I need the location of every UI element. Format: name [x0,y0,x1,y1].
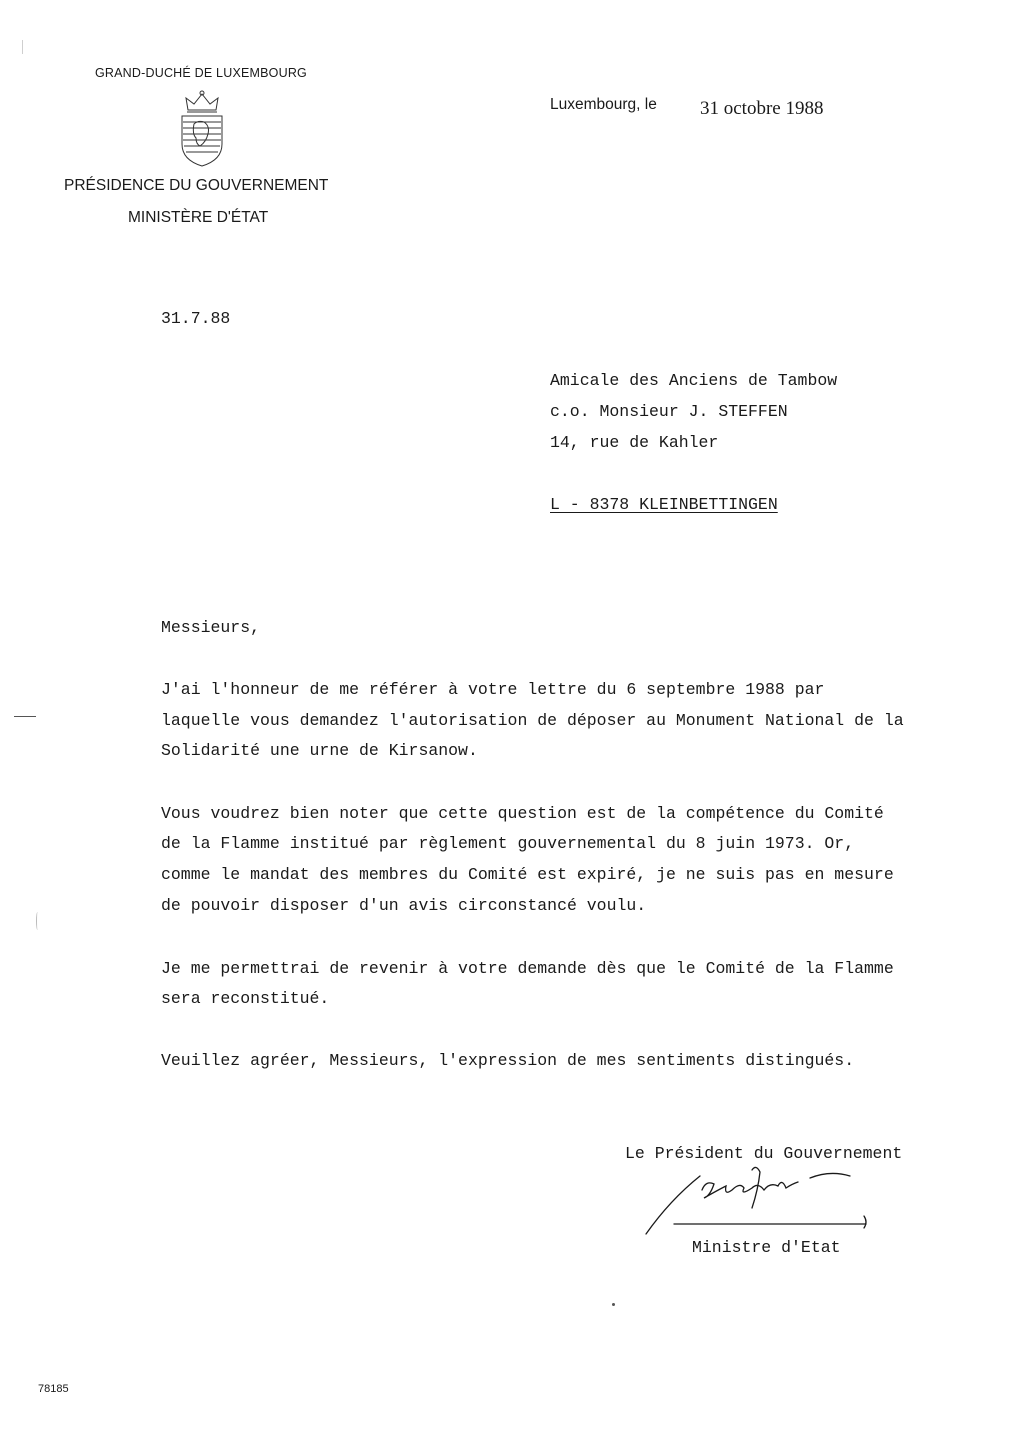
body-line: sera reconstitué. [161,989,330,1008]
body-line: Vous voudrez bien noter que cette question est de la compétence du Comité [161,804,884,823]
recipient-line: 14, rue de Kahler [550,433,719,452]
archive-number: 78185 [38,1383,69,1395]
body-line: Je me permettrai de revenir à votre demande dès que le Comité de la Flamme [161,959,894,978]
recipient-line: c.o. Monsieur J. STEFFEN [550,402,788,421]
recipient-line: Amicale des Anciens de Tambow [550,371,838,390]
presidency-heading: PRÉSIDENCE DU GOUVERNEMENT [64,177,329,194]
body-line: Solidarité une urne de Kirsanow. [161,741,478,760]
salutation: Messieurs, [161,618,261,637]
margin-mark [22,40,23,54]
recipient-postal-line: L - 8378 KLEINBETTINGEN [550,495,778,514]
letterhead-country: GRAND-DUCHÉ DE LUXEMBOURG [95,66,307,80]
body-line: laquelle vous demandez l'autorisation de déposer au Monument National de la [161,711,904,730]
ministry-heading: MINISTÈRE D'ÉTAT [128,209,269,226]
reference-number: 31.7.88 [161,309,231,328]
coat-of-arms-icon [174,88,230,168]
body-line: Veuillez agréer, Messieurs, l'expression de mes sentiments distingués. [161,1051,855,1070]
margin-mark [36,912,39,930]
closing-subtitle: Ministre d'Etat [692,1238,841,1257]
dateline-date: 31 octobre 1988 [700,98,824,119]
dateline-place: Luxembourg, le [550,96,657,113]
closing-title: Le Président du Gouvernement [625,1144,903,1163]
body-line: J'ai l'honneur de me référer à votre lettre du 6 septembre 1988 par [161,680,825,699]
margin-mark [14,716,36,717]
signature-icon [640,1160,880,1240]
body-line: comme le mandat des membres du Comité est expiré, je ne suis pas en mesure [161,865,894,884]
scan-dot [612,1303,615,1306]
body-line: de la Flamme institué par règlement gouvernemental du 8 juin 1973. Or, [161,834,855,853]
body-line: de pouvoir disposer d'un avis circonstancé voulu. [161,896,647,915]
